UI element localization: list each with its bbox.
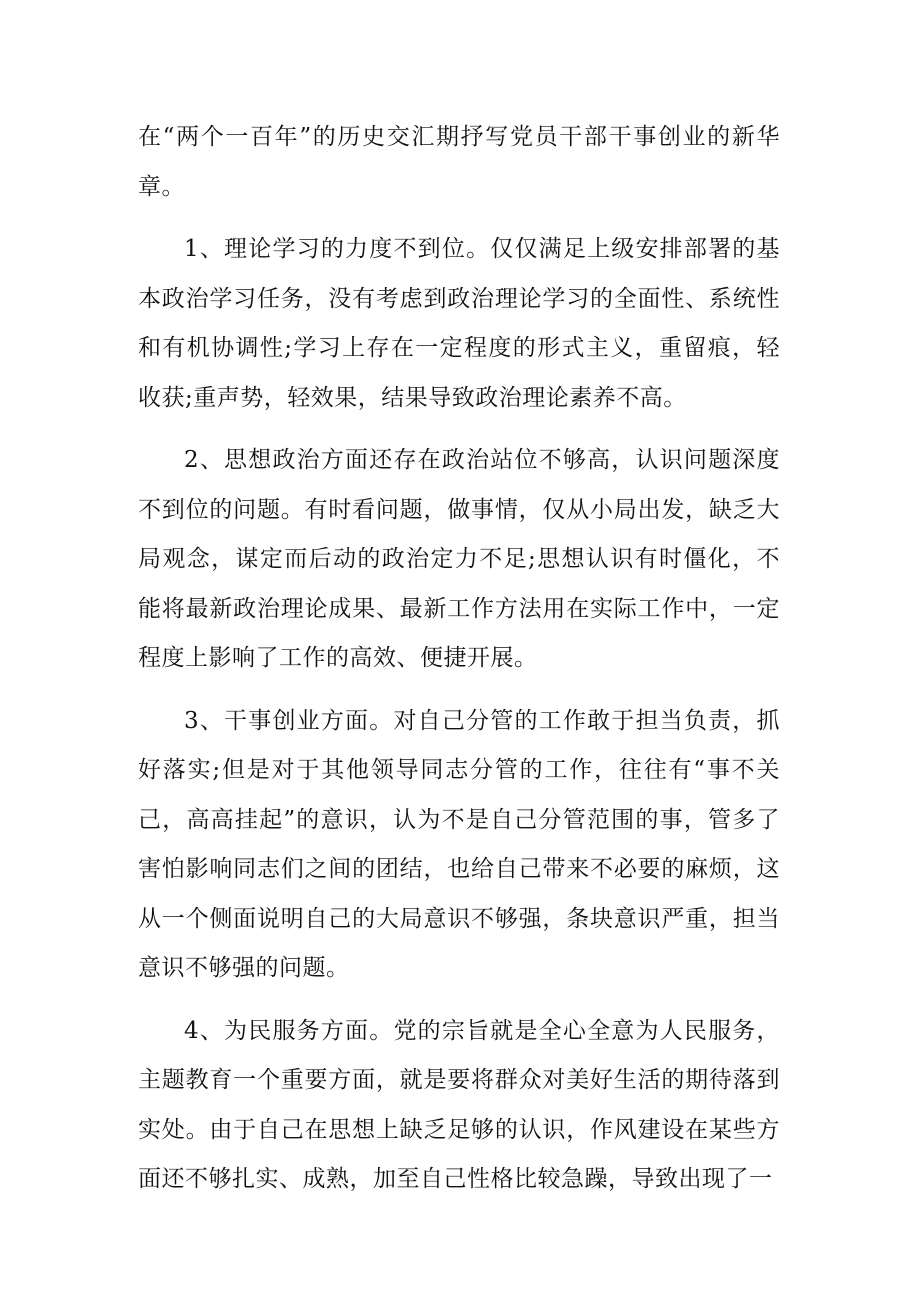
paragraph-item-1: 1、理论学习的力度不到位。仅仅满足上级安排部署的基本政治学习任务，没有考虑到政治理论学习的全面性、系统性和有机协调性;学习上存在一定程度的形式主义，重留痕，轻收获;重声势，轻效果，结果导致政治理论素养不高。	[138, 236, 780, 411]
document-body	[138, 113, 780, 1205]
paragraph-item-3: 3、干事创业方面。对自己分管的工作敢于担当负责，抓好落实;但是对于其他领导同志分管的工作，往往有“事不关己，高高挂起”的意识，认为不是自己分管范围的事，管多了害怕影响同志们之间的团结，也给自己带来不必要的麻烦，这从一个侧面说明自己的大局意识不够强，条块意识严重，担当意识不够强的问题。	[138, 707, 780, 981]
paragraph-item-2: 2、思想政治方面还存在政治站位不够高，认识问题深度不到位的问题。有时看问题，做事情，仅从小局出发，缺乏大局观念，谋定而后动的政治定力不足;思想认识有时僵化，不能将最新政治理论成果、最新工作方法用在实际工作中，一定程度上影响了工作的高效、便捷开展。	[138, 447, 780, 671]
paragraph-continuation: 在“两个一百年”的历史交汇期抒写党员干部干事创业的新华章。	[138, 124, 780, 200]
paragraph-item-4: 4、为民服务方面。党的宗旨就是全心全意为人民服务，主题教育一个重要方面，就是要将群众对美好生活的期待落到实处。由于自己在思想上缺乏足够的认识，作风建设在某些方面还不够扎实、成熟，加至自己性格比较急躁，导致出现了一	[138, 1017, 780, 1192]
